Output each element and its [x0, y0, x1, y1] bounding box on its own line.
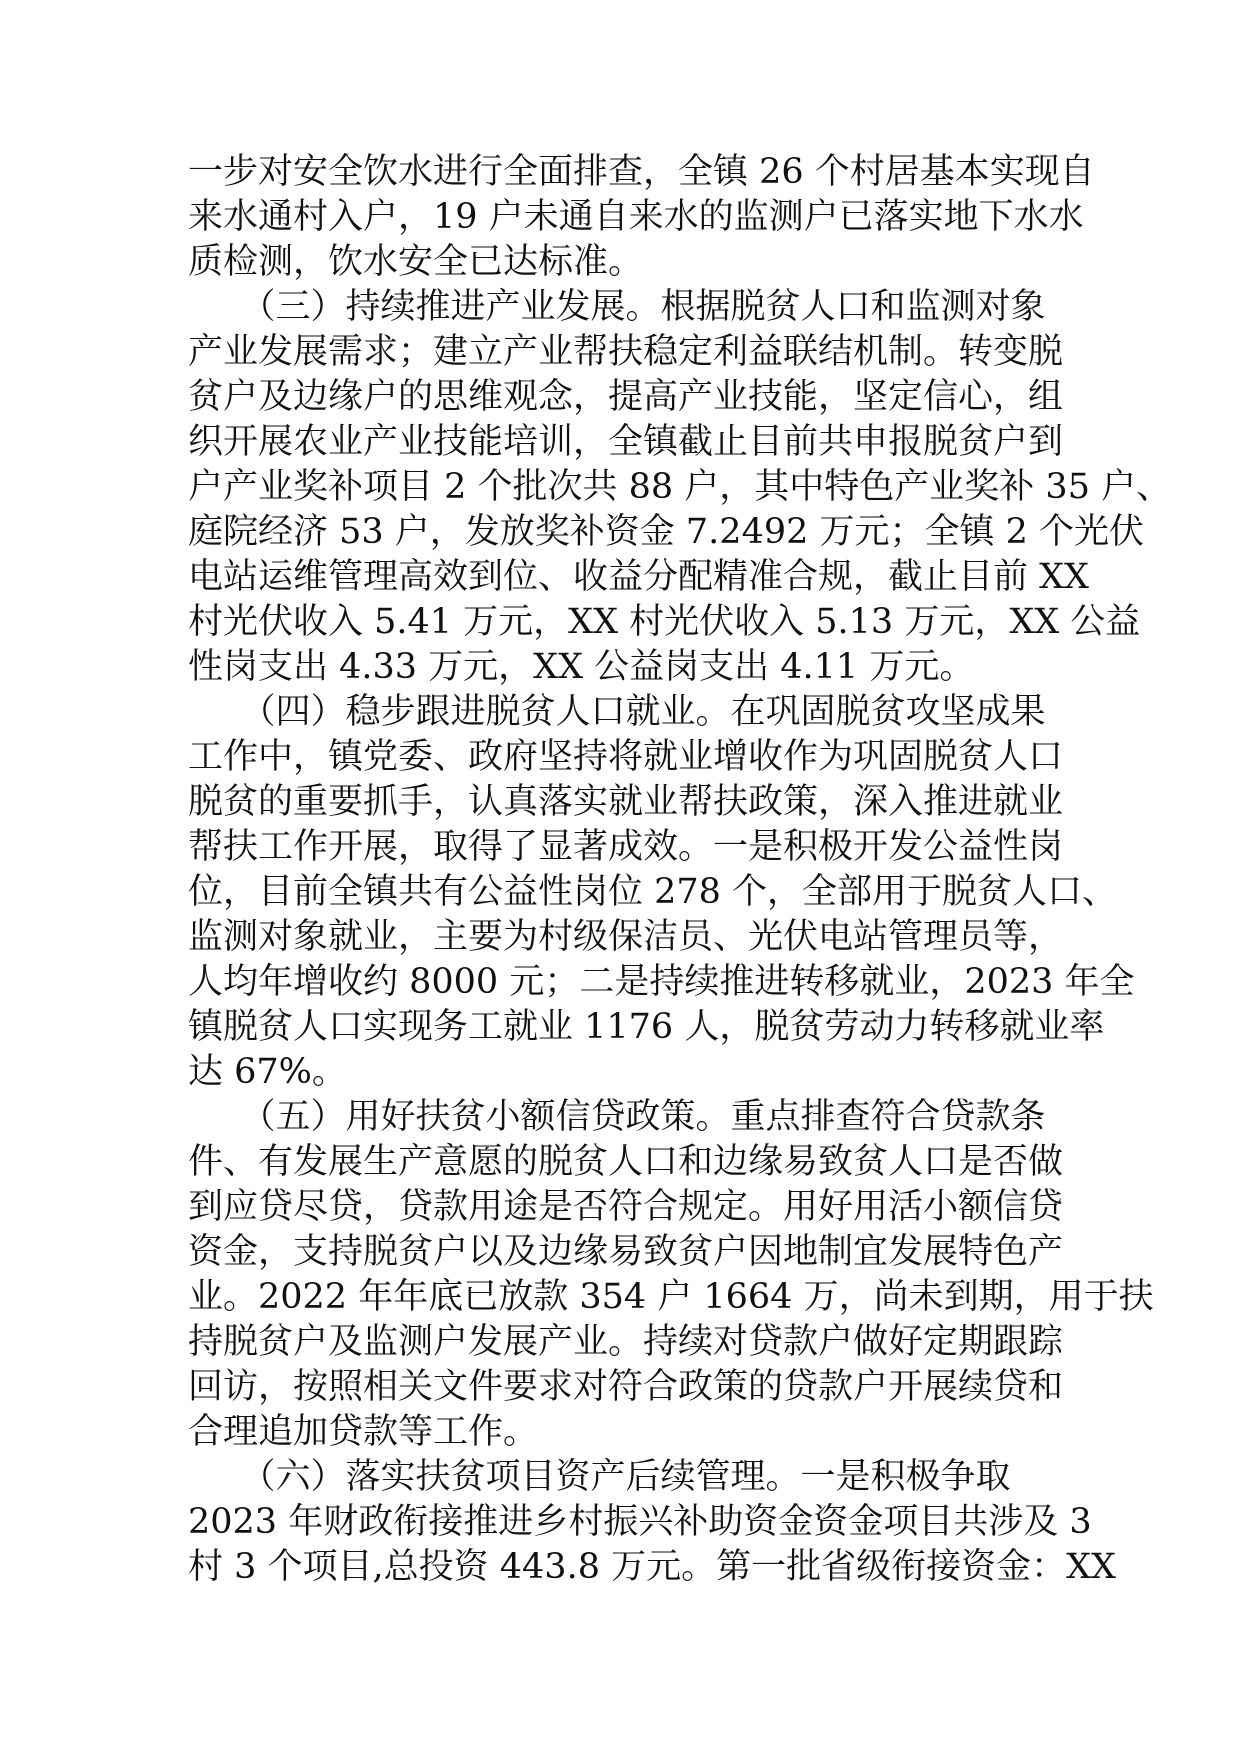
- text-line: 贫户及边缘户的思维观念，提高产业技能，坚定信心，组: [188, 377, 1064, 417]
- text-line: 位，目前全镇共有公益性岗位 278 个，全部用于脱贫人口、: [188, 872, 1118, 912]
- text-line: 电站运维管理高效到位、收益分配精准合规，截止目前 XX: [188, 557, 1089, 597]
- text-line: 性岗支出 4.33 万元，XX 公益岗支出 4.11 万元。: [188, 647, 975, 687]
- text-line: 庭院经济 53 户，发放奖补资金 7.2492 万元；全镇 2 个光伏: [188, 512, 1145, 552]
- text-line: 持脱贫户及监测户发展产业。持续对贷款户做好定期跟踪: [188, 1322, 1064, 1362]
- section-heading-line: （五）用好扶贫小额信贷政策。重点排查符合贷款条: [188, 1097, 1046, 1137]
- text-line: 脱贫的重要抓手，认真落实就业帮扶政策，深入推进就业: [188, 782, 1064, 822]
- section-heading-line: （三）持续推进产业发展。根据脱贫人口和监测对象: [188, 287, 1046, 327]
- text-line: 件、有发展生产意愿的脱贫人口和边缘易致贫人口是否做: [188, 1142, 1064, 1182]
- text-line: 工作中，镇党委、政府坚持将就业增收作为巩固脱贫人口: [188, 737, 1064, 777]
- text-line: 资金，支持脱贫户以及边缘易致贫户因地制宜发展特色产: [188, 1232, 1064, 1272]
- text-line: 村 3 个项目,总投资 443.8 万元。第一批省级衔接资金：XX: [188, 1547, 1116, 1587]
- text-line: 户产业奖补项目 2 个批次共 88 户，其中特色产业奖补 35 户、: [188, 467, 1172, 507]
- text-line: 质检测，饮水安全已达标准。: [188, 242, 644, 282]
- text-line: 织开展农业产业技能培训，全镇截止目前共申报脱贫户到: [188, 422, 1064, 462]
- document-body: [188, 150, 1172, 1590]
- text-line: 帮扶工作开展，取得了显著成效。一是积极开发公益性岗: [188, 827, 1064, 867]
- text-line: 监测对象就业，主要为村级保洁员、光伏电站管理员等，: [188, 917, 1064, 957]
- text-line: 达 67%。: [188, 1052, 347, 1092]
- text-line: 人均年增收约 8000 元；二是持续推进转移就业，2023 年全: [188, 962, 1135, 1002]
- text-line: 业。2022 年年底已放款 354 户 1664 万，尚未到期，用于扶: [188, 1277, 1154, 1317]
- text-line: 村光伏收入 5.41 万元，XX 村光伏收入 5.13 万元，XX 公益: [188, 602, 1141, 642]
- text-line: 产业发展需求；建立产业帮扶稳定利益联结机制。转变脱: [188, 332, 1064, 372]
- text-line: 来水通村入户，19 户未通自来水的监测户已落实地下水水: [188, 197, 1084, 237]
- text-line: 一步对安全饮水进行全面排查，全镇 26 个村居基本实现自: [188, 152, 1095, 192]
- text-line: 到应贷尽贷，贷款用途是否符合规定。用好用活小额信贷: [188, 1187, 1064, 1227]
- section-heading-line: （六）落实扶贫项目资产后续管理。一是积极争取: [188, 1457, 1011, 1497]
- text-line: 回访，按照相关文件要求对符合政策的贷款户开展续贷和: [188, 1367, 1064, 1407]
- text-line: 镇脱贫人口实现务工就业 1176 人，脱贫劳动力转移就业率: [188, 1007, 1105, 1047]
- text-line: 2023 年财政衔接推进乡村振兴补助资金资金项目共涉及 3: [188, 1502, 1092, 1542]
- section-heading-line: （四）稳步跟进脱贫人口就业。在巩固脱贫攻坚成果: [188, 692, 1046, 732]
- text-line: 合理追加贷款等工作。: [188, 1412, 539, 1452]
